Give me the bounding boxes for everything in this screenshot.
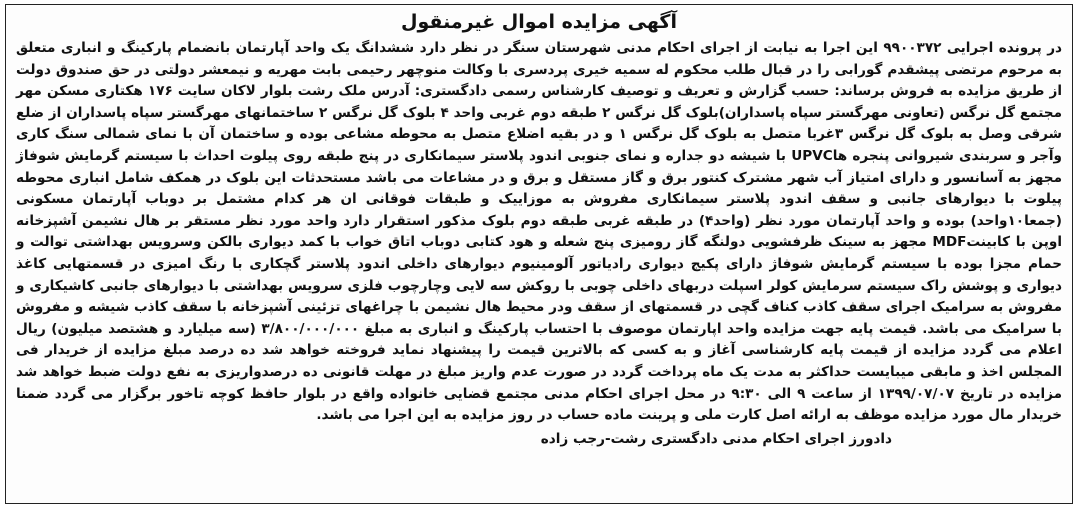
- notice-body: در پرونده اجرایی ۹۹۰۰۳۷۲ این اجرا به نیابت از اجرای احکام مدنی شهرستان سنگر در نظر دارد ششدانگ یک واحد آپارتمان بانضمام پارکینگ و انباری متعلق به مرحوم مرتضی پیشقدم گورابی را در قبال طلب محکوم له سمیه خیری پردسری با وکالت منوچهر رحیمی بابت مهریه و نیمعشر دولتی در حق صندوق دولت از طریق مزایده به فروش برساند: حسب گزارش و تعریف و توصیف کارشناس رسمی دادگستری: آدرس ملک رشت بلوار لاکان سایت ۱۷۶ هکتاری مسکن مهر مجتمع گل نرگس (تعاونی مهرگستر سپاه پاسداران)بلوک گل نرگس ۲ طبقه دوم غربی واحد ۴ بلوک گل نرگس ۲ ساختمانهای مهرگستر سپاه پاسداران از ضلع شرقی وصل به بلوک گل نرگس ۳غربا متصل به بلوک گل نرگس ۱ و در بقیه اضلاع متصل به محوطه مشاعی بوده و ساختمان آن با نمای شمالی سنگ کاری وآجر و سربندی شیروانی پنجره هاUPVC با شیشه دو جداره و نمای جنوبی اندود پلاستر سیمانکاری در پنج طبقه روی پیلوت احداث با سیستم گرمایش شوفاژ مجهز به آسانسور و دارای امتیاز آب شهر مشترک کنتور برق و گاز مستقل و برق و در مشاعات می باشد مستحدثات این بلوک در همکف شامل انباری محوطه پیلوت با دیوارهای جانبی و سقف اندود پلاستر سیمانکاری مفروش به موزاییک و طبقات فوقانی ان هر کدام مشتمل بر دوباب آپارتمان مسکونی (جمعا۱۰واحد) بوده و واحد آپارتمان مورد نظر (واحد۴) در طبقه غربی طبقه دوم بلوک مذکور استقرار دارد واحد مورد نظر مستقر بر هال نشیمن آشپزخانه اوپن با کابینتMDF مجهز به سینک ظرفشویی دولنگه گاز رومیزی پنج شعله و هود کتابی دوباب اتاق خواب با کمد دیواری بالکن وسرویس بهداشتی توالت و حمام مجزا بوده با سیستم گرمایش شوفاژ دارای پکیج دیواری رادیاتور آلومینیوم دیوارهای داخلی اندود پلاستر گچکاری با رنگ امیزی در قسمتهایی کاغذ دیواری و پوشش راک سیستم سرمایش کولر اسپلت دربهای داخلی چوبی با روکش سه لایی وچارچوب فلزی سرویس بهداشتی با دیوارهای جانبی کاشیکاری و مفروش به سرامیک اجرای سقف کاذب کناف گچی در قسمتهای از سقف ودر محیط هال نشیمن با چراغهای تزئینی آشپزخانه با سقف کاذب شیشه و مفروش با سرامیک می باشد. قیمت پایه جهت مزایده واحد اپارتمان موصوف با احتساب پارکینگ و انباری به مبلغ ۳/۸۰۰/۰۰۰/۰۰۰ (سه میلیارد و هشتصد میلیون) ریال اعلام می گردد مزایده از قیمت پایه کارشناسی آغاز و به کسی که بالاترین قیمت را پیشنهاد نماید فروخته خواهد شد ده درصد مبلغ مزایده از خریدار فی المجلس اخذ و مابقی میبایست حداکثر به مدت یک ماه پرداخت گردد در صورت عدم واریز مبلغ در مهلت قانونی ده درصدواریزی به نفع دولت ضبط خواهد شد مزایده در تاریخ ۱۳۹۹/۰۷/۰۷ از ساعت ۹ الی ۹:۳۰ در محل اجرای احکام مدنی مجتمع قضایی خانواده واقع در بلوار حافظ کوچه تاخور برگزار می گردد ضمنا خریدار مال مورد مزایده موظف به ارائه اصل کارت ملی و پرینت ماده حساب در روز مزایده به این اجرا می باشد.: [16, 40, 1063, 424]
- notice-title: آگهی مزایده اموال غیرمنقول: [401, 11, 677, 33]
- notice-box: [5, 4, 1073, 504]
- notice-signature: دادورز اجرای احکام مدنی دادگستری رشت-رجب زاده: [540, 430, 892, 447]
